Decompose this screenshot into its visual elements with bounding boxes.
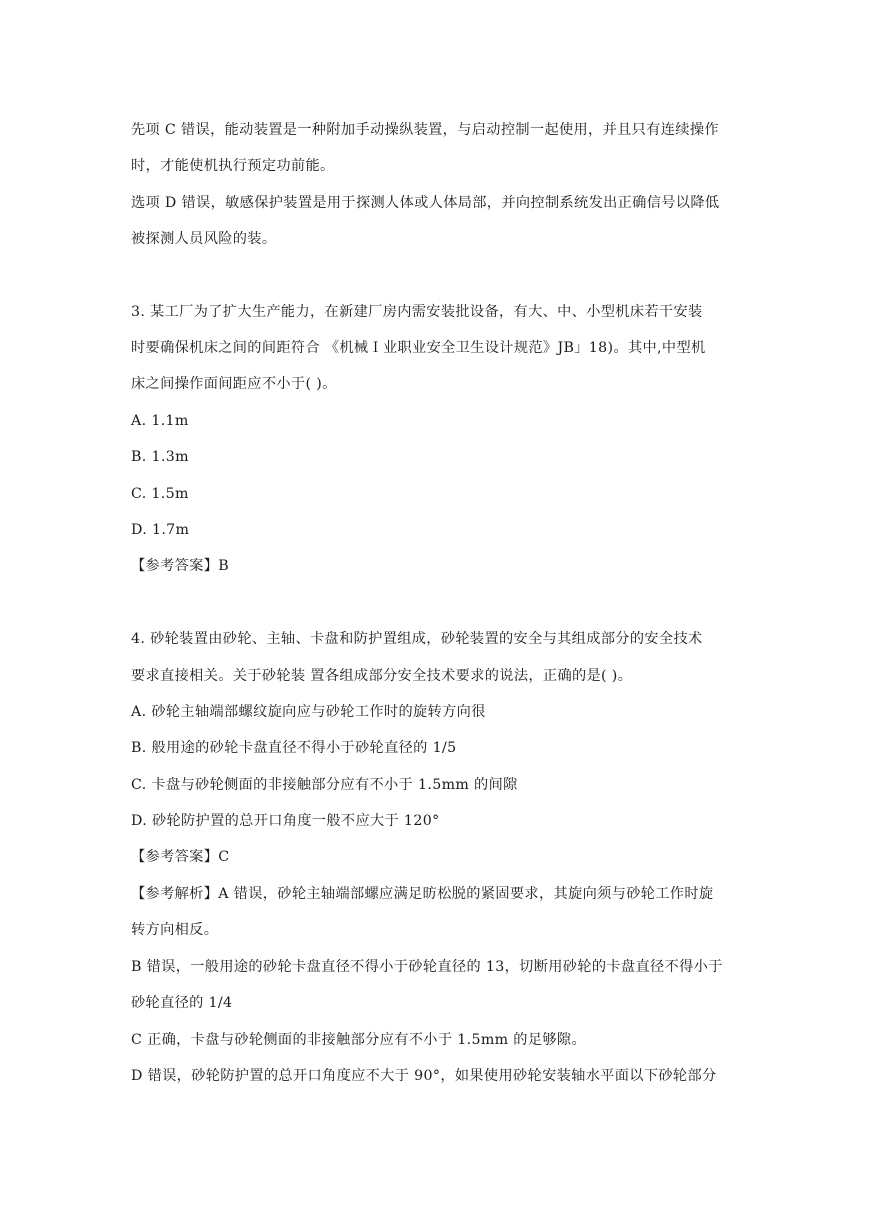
- q3-option-a: A. 1.1m: [131, 413, 189, 429]
- q3-option-d: D. 1.7m: [131, 522, 190, 538]
- q4-analysis-line-3: B 错误，一般用途的砂轮卡盘直径不得小于砂轮直径的 13，切断用砂轮的卡盘直径不得小于: [131, 959, 723, 975]
- q3-stem-line-3: 床之间操作面间距应不小于( )。: [131, 376, 337, 392]
- q4-analysis-line-5: C 正确，卡盘与砂轮侧面的非接触部分应有不小于 1.5mm 的足够隙。: [131, 1032, 586, 1048]
- q3-stem-line-2: 时要确保机床之间的间距符合 《机械Ｉ业职业安全卫生设计规范》JB」18)。其中,中型机: [131, 340, 706, 356]
- q3-stem-line-1: 3. 某工厂为了扩大生产能力，在新建厂房内需安装批设备，有大、中、小型机床若干安装: [131, 304, 703, 320]
- q4-option-a: A. 砂轮主轴端部螺纹旋向应与砂轮工作时的旋转方向很: [131, 704, 486, 720]
- prev-explanation-line-4: 被探测人员风险的装。: [131, 231, 277, 247]
- q4-analysis-line-1: 【参考解析】A 错误，砂轮主轴端部螺应满足昉松脱的紧固要求，其旋向须与砂轮工作时旋: [131, 886, 714, 902]
- q4-stem-line-2: 要求直接相关。关于砂轮装 置各组成部分安全技术要求的说法，正确的是( )。: [131, 668, 633, 684]
- q4-option-b: B. 般用途的砂轮卡盘直径不得小于砂轮直径的 1/5: [131, 740, 457, 756]
- q3-option-b: B. 1.3m: [131, 449, 189, 465]
- q4-analysis-line-2: 转方向相反。: [131, 922, 219, 938]
- prev-explanation-line-1: 先项 C 错误，能动装置是一种附加手动操纵装置，与启动控制一起使用，并且只有连续操作: [131, 122, 719, 138]
- prev-explanation-line-2: 时，才能使机执行预定功前能。: [131, 158, 335, 174]
- q4-answer: 【参考答案】C: [131, 849, 230, 865]
- prev-explanation-line-3: 选项 D 错误，敏感保护装置是用于探测人体或人体局部，并向控制系统发出正确信号以降低: [131, 195, 720, 211]
- q4-option-c: C. 卡盘与砂轮侧面的非接触部分应有不小于 1.5mm 的间隙: [131, 777, 518, 793]
- q4-analysis-line-4: 砂轮直径的 1/4: [131, 995, 233, 1011]
- q3-answer: 【参考答案】B: [131, 558, 230, 574]
- q4-option-d: D. 砂轮防护置的总开口角度一般不应大于 120°: [131, 813, 440, 829]
- q3-option-c: C. 1.5m: [131, 486, 189, 502]
- q4-stem-line-1: 4. 砂轮装置由砂轮、主轴、卡盘和防护置组成，砂轮装置的安全与其组成部分的安全技术: [131, 631, 703, 647]
- q4-analysis-line-6: D 错误，砂轮防护置的总开口角度应不大于 90°，如果使用砂轮安装轴水平面以下砂轮部分: [131, 1068, 717, 1084]
